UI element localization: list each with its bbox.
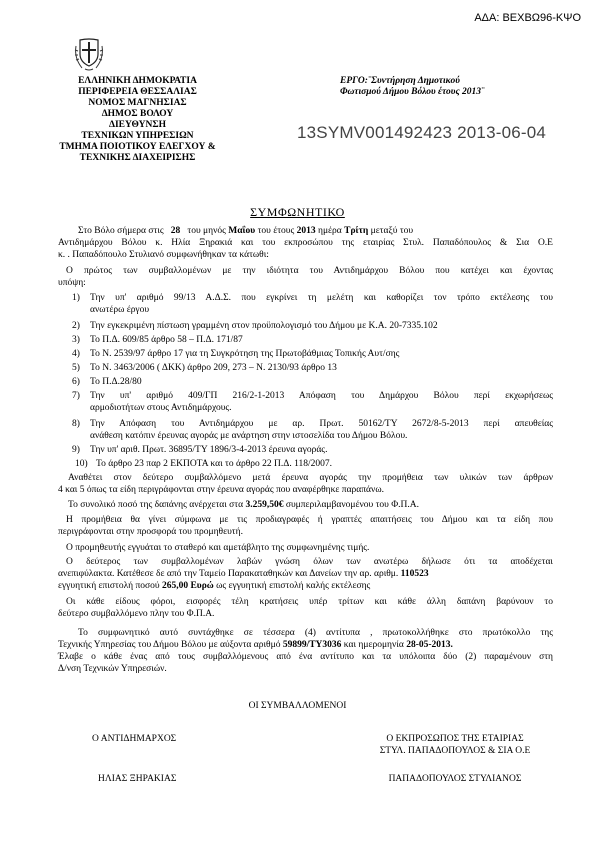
- greek-emblem-icon: [72, 36, 106, 72]
- list-item: αρμοδιοτήτων στους Αντιδημάρχους.: [90, 403, 232, 413]
- list-item: ανωτέρω έργου: [90, 305, 150, 315]
- project-line: Φωτισμού Δήμου Βόλου έτους 2013¨: [340, 87, 485, 97]
- list-item: Την εγκεκριμένη πίστωση γραμμένη στον προϋπολογισμό του Δήμου με Κ.Α. 20-7335.102: [90, 321, 438, 331]
- body-line: Οι κάθε είδους φόροι, εισφορές τέλη κρατήσεις υπέρ τρίτων και κάθε άλλη δαπάνη βαρύνουν το: [66, 597, 553, 607]
- body-text: ως εγγυητική επιστολή καλής εκτέλεσης: [216, 581, 371, 591]
- list-item: Την Απόφαση του Αντιδημάρχου με αρ. Πρωτ. 50162/ΤΥ 2672/8-5-2013 περί απευθείας: [90, 419, 553, 429]
- issuer-line: ΝΟΜΟΣ ΜΑΓΝΗΣΙΑΣ: [88, 98, 187, 108]
- signatory-role-right: Ο ΕΚΠΡΟΣΩΠΟΣ ΤΗΣ ΕΤΑΙΡΙΑΣ: [386, 734, 524, 744]
- body-line: [58, 569, 429, 581]
- intro-line-4: Ο πρώτος των συμβαλλομένων με την ιδιότητα του Αντιδημάρχου Βόλου που κατέχει και έχοντας: [66, 266, 553, 276]
- signatory-role-left: Ο ΑΝΤΙΔΗΜΑΡΧΟΣ: [92, 734, 177, 744]
- contract-weekday: Τρίτη: [344, 226, 369, 236]
- body-line: Δ/νση Τεχνικών Υπηρεσιών.: [58, 664, 167, 674]
- body-line: Ο προμηθευτής εγγυάται το σταθερό και αμετάβλητο της συμφωνημένης τιμής.: [66, 543, 370, 553]
- document-title: ΣΥΜΦΩΝΗΤΙΚΟ: [250, 205, 345, 219]
- list-item: ανάθεση κατόπιν έρευνας αγοράς με ανάρτηση στην ιστοσελίδα του Δήμου Βόλου.: [90, 431, 408, 441]
- intro-text: του μηνός: [187, 226, 226, 236]
- list-item-number: 2): [72, 321, 80, 331]
- intro-line-3: κ. . Παπαδόπουλο Στυλιανό συμφωνήθηκαν τα κάτωθι:: [58, 250, 269, 260]
- list-item: Την υπ' αριθ. Πρωτ. 36895/ΤΥ 1896/3-4-2013 έρευνα αγοράς.: [90, 445, 328, 455]
- intro-line-5: υπόψη:: [58, 278, 86, 288]
- list-item: Την υπ' αριθμό 409/ΓΠ 216/2-1-2013 Απόφαση του Δημάρχου Βόλου περί εκχωρήσεως: [90, 391, 553, 401]
- issuer-line: ΤΜΗΜΑ ΠΟΙΟΤΙΚΟΥ ΕΛΕΓΧΟΥ &: [59, 142, 216, 152]
- list-item: Το Ν. 2539/97 άρθρο 17 για τη Συγκρότηση της Πρωτοβάθμιας Τοπικής Αυτ/σης: [90, 349, 400, 359]
- list-item: Το Π.Δ. 609/85 άρθρο 58 – Π.Δ. 171/87: [90, 335, 243, 345]
- list-item: Το Ν. 3463/2006 ( ΔΚΚ) άρθρο 209, 273 – Ν. 2130/93 άρθρο 13: [90, 363, 337, 373]
- contract-year: 2013: [296, 226, 316, 236]
- guarantee-amount: 265,00 Ευρώ: [161, 581, 214, 591]
- intro-line-1: [78, 226, 413, 238]
- list-item: Το άρθρο 23 παρ 2 ΕΚΠΟΤΑ και το άρθρο 22 Π.Δ. 118/2007.: [96, 459, 333, 469]
- issuer-line: ΤΕΧΝΙΚΩΝ ΥΠΗΡΕΣΙΩΝ: [81, 131, 194, 141]
- body-line: περιγράφονται στην προσφορά του προμηθευτή.: [58, 527, 243, 537]
- issuer-line: ΔΗΜΟΣ ΒΟΛΟΥ: [101, 109, 174, 119]
- intro-line-2: Αντιδημάρχου Βόλου κ. Ηλία Ξηρακιά και του εκπροσώπου της εταιρίας Στυλ. Παπαδόπουλος & Σια Ο.Ε: [58, 238, 553, 248]
- body-line: [68, 500, 419, 512]
- ada-code: ΑΔΑ: ΒΕΧΒΩ96-ΚΨΟ: [474, 12, 581, 24]
- list-item-number: 9): [72, 445, 80, 455]
- list-item-number: 8): [72, 419, 80, 429]
- issuer-line: ΔΙΕΥΘΥΝΣΗ: [109, 120, 166, 130]
- signatures-heading: ΟΙ ΣΥΜΒΑΛΛΟΜΕΝΟΙ: [248, 701, 347, 711]
- list-item-number: 10): [75, 459, 88, 469]
- body-text: και ημερομηνία: [343, 640, 404, 650]
- body-text: Τεχνικής Υπηρεσίας του Δήμου Βόλου με αύξοντα αριθμό: [58, 640, 281, 650]
- contract-day: 28: [170, 226, 181, 236]
- protocol-number: 59899/ΤΥ3036: [282, 640, 342, 650]
- issuer-block: [30, 76, 245, 164]
- body-line: 4 και 5 όπως τα είδη περιγράφονται στην έρευνα αγοράς που αναφέρθηκε παραπάνω.: [58, 485, 384, 495]
- list-item-number: 4): [72, 349, 80, 359]
- body-text: εγγυητική επιστολή ποσού: [58, 581, 160, 591]
- body-line: Αναθέτει στον δεύτερο συμβαλλόμενο μετά έρευνα αγοράς την προμήθεια των υλικών των άρθρων: [68, 473, 553, 483]
- list-item-number: 7): [72, 391, 80, 401]
- body-line: [58, 640, 453, 652]
- list-item-number: 3): [72, 335, 80, 345]
- intro-text: μεταξύ του: [370, 226, 414, 236]
- body-text: ανεπιφύλακτα. Κατέθεσε δε από την Ταμείο Παρακαταθηκών και Δανείων την αρ. αριθμ.: [58, 569, 399, 579]
- signatory-name-right: ΠΑΠΑΔΟΠΟΥΛΟΣ ΣΤΥΛΙΑΝΟΣ: [388, 774, 522, 784]
- body-line: Έλαβε ο κάθε ένας από τους συμβαλλόμενους από ένα αντίτυπο και τα υπόλοιπα δύο (2) παραμένουν στη: [58, 652, 553, 662]
- protocol-date: 28-05-2013.: [406, 640, 453, 650]
- list-item-number: 5): [72, 363, 80, 373]
- company-name: ΣΤΥΛ. ΠΑΠΑΔΟΠΟΥΛΟΣ & ΣΙΑ Ο.Ε: [379, 746, 531, 756]
- intro-text: του έτους: [257, 226, 295, 236]
- intro-text: Στο Βόλο σήμερα στις: [78, 226, 164, 236]
- body-line: Το συμφωνητικό αυτό συντάχθηκε σε τέσσερα (4) αντίτυπα , πρωτοκολλήθηκε στο πρωτόκολλο της: [78, 628, 553, 638]
- body-line: [58, 581, 370, 593]
- project-line: ΕΡΓΟ:¨Συντήρηση Δημοτικού: [340, 76, 460, 86]
- registry-stamp: 13SYMV001492423 2013-06-04: [297, 123, 547, 142]
- body-text: συμπεριλαμβανομένου του Φ.Π.Α.: [285, 500, 420, 510]
- signatory-name-left: ΗΛΙΑΣ ΞΗΡΑΚΙΑΣ: [98, 774, 177, 784]
- total-amount: 3.259,50€: [245, 500, 284, 510]
- guarantee-number: 110523: [400, 569, 429, 579]
- list-item: Την υπ' αριθμό 99/13 Α.Δ.Σ. που εγκρίνει τη μελέτη και καθορίζει τον τρόπο εκτέλεσης του: [90, 293, 553, 303]
- issuer-line: ΤΕΧΝΙΚΗΣ ΔΙΑΧΕΙΡΙΣΗΣ: [79, 153, 196, 163]
- intro-text: ημέρα: [317, 226, 342, 236]
- body-line: Η προμήθεια θα γίνει σύμφωνα με τις προδιαγραφές ή γραπτές απαιτήσεις του Δήμου και τα είδη που: [66, 515, 553, 525]
- body-line: δεύτερο συμβαλλόμενο πλην του Φ.Π.Α.: [58, 609, 215, 619]
- issuer-line: ΠΕΡΙΦΕΡΕΙΑ ΘΕΣΣΑΛΙΑΣ: [78, 87, 197, 97]
- issuer-line: ΕΛΛΗΝΙΚΗ ΔΗΜΟΚΡΑΤΙΑ: [78, 76, 197, 86]
- list-item-number: 6): [72, 377, 80, 387]
- contract-month: Μαΐου: [228, 226, 256, 236]
- list-item-number: 1): [72, 293, 80, 303]
- body-line: Ο δεύτερος των συμβαλλομένων λαβών γνώση όλων των ανωτέρω δήλωσε ότι τα αποδέχεται: [66, 557, 553, 567]
- body-text: Το συνολικό ποσό της δαπάνης ανέρχεται στα: [68, 500, 244, 510]
- project-block: [340, 76, 484, 98]
- list-item: Το Π.Δ.28/80: [90, 377, 142, 387]
